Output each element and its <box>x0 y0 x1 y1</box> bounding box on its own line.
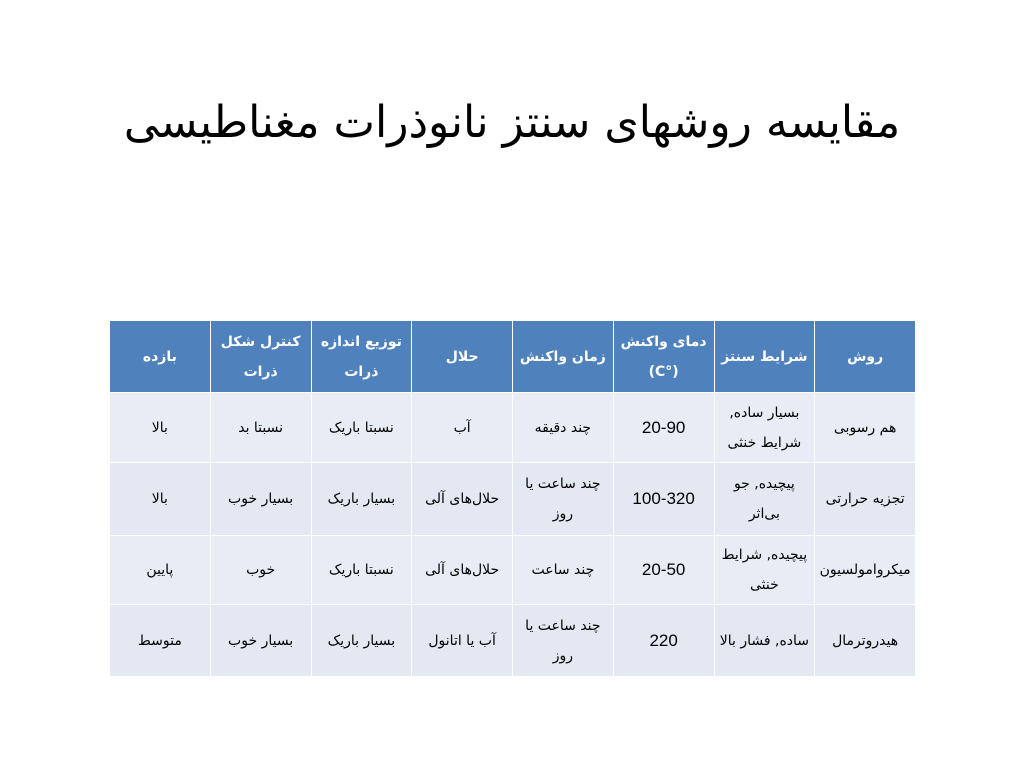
header-yield: بازده <box>110 321 211 393</box>
cell-reaction-time: چند ساعت یا روز <box>513 463 614 536</box>
cell-method: هم رسوبی <box>815 393 916 463</box>
table-row <box>110 463 916 536</box>
table-row <box>110 393 916 463</box>
cell-method: تجزیه حرارتی <box>815 463 916 536</box>
cell-solvent: آب یا اتانول <box>412 605 513 677</box>
cell-yield: متوسط <box>110 605 211 677</box>
cell-solvent: حلال‌های آلی <box>412 463 513 536</box>
cell-shape-control: بسیار خوب <box>210 605 311 677</box>
cell-synthesis-conditions: پیچیده, جو بی‌اثر <box>714 463 815 536</box>
cell-yield: بالا <box>110 393 211 463</box>
comparison-table <box>109 320 916 677</box>
cell-reaction-temperature: 20-90 <box>613 393 714 463</box>
table-header-row <box>110 321 916 393</box>
cell-solvent: حلال‌های آلی <box>412 536 513 605</box>
cell-reaction-temperature: 220 <box>613 605 714 677</box>
cell-size-distribution: بسیار باریک <box>311 463 412 536</box>
cell-solvent: آب <box>412 393 513 463</box>
cell-reaction-time: چند ساعت یا روز <box>513 605 614 677</box>
header-reaction-temperature: دمای واکنش (°C) <box>613 321 714 393</box>
cell-method: هیدروترمال <box>815 605 916 677</box>
cell-reaction-time: چند دقیقه <box>513 393 614 463</box>
cell-shape-control: نسبتا بد <box>210 393 311 463</box>
header-method: روش <box>815 321 916 393</box>
slide-title: مقایسه روشهای سنتز نانوذرات مغناطیسی <box>123 97 901 148</box>
cell-synthesis-conditions: ساده, فشار بالا <box>714 605 815 677</box>
table-row <box>110 536 916 605</box>
cell-synthesis-conditions: پیچیده, شرایط خنثی <box>714 536 815 605</box>
cell-size-distribution: نسبتا باریک <box>311 536 412 605</box>
cell-shape-control: بسیار خوب <box>210 463 311 536</box>
header-solvent: حلال <box>412 321 513 393</box>
header-synthesis-conditions: شرایط سنتز <box>714 321 815 393</box>
cell-size-distribution: بسیار باریک <box>311 605 412 677</box>
header-reaction-time: زمان واکنش <box>513 321 614 393</box>
cell-synthesis-conditions: بسیار ساده, شرایط خنثی <box>714 393 815 463</box>
header-shape-control: کنترل شکل ذرات <box>210 321 311 393</box>
cell-reaction-time: چند ساعت <box>513 536 614 605</box>
cell-yield: بالا <box>110 463 211 536</box>
header-size-distribution: توزیع اندازه ذرات <box>311 321 412 393</box>
cell-shape-control: خوب <box>210 536 311 605</box>
cell-size-distribution: نسبتا باریک <box>311 393 412 463</box>
cell-yield: پایین <box>110 536 211 605</box>
table-row <box>110 605 916 677</box>
cell-reaction-temperature: 100-320 <box>613 463 714 536</box>
cell-reaction-temperature: 20-50 <box>613 536 714 605</box>
cell-method: میکروامولسیون <box>815 536 916 605</box>
